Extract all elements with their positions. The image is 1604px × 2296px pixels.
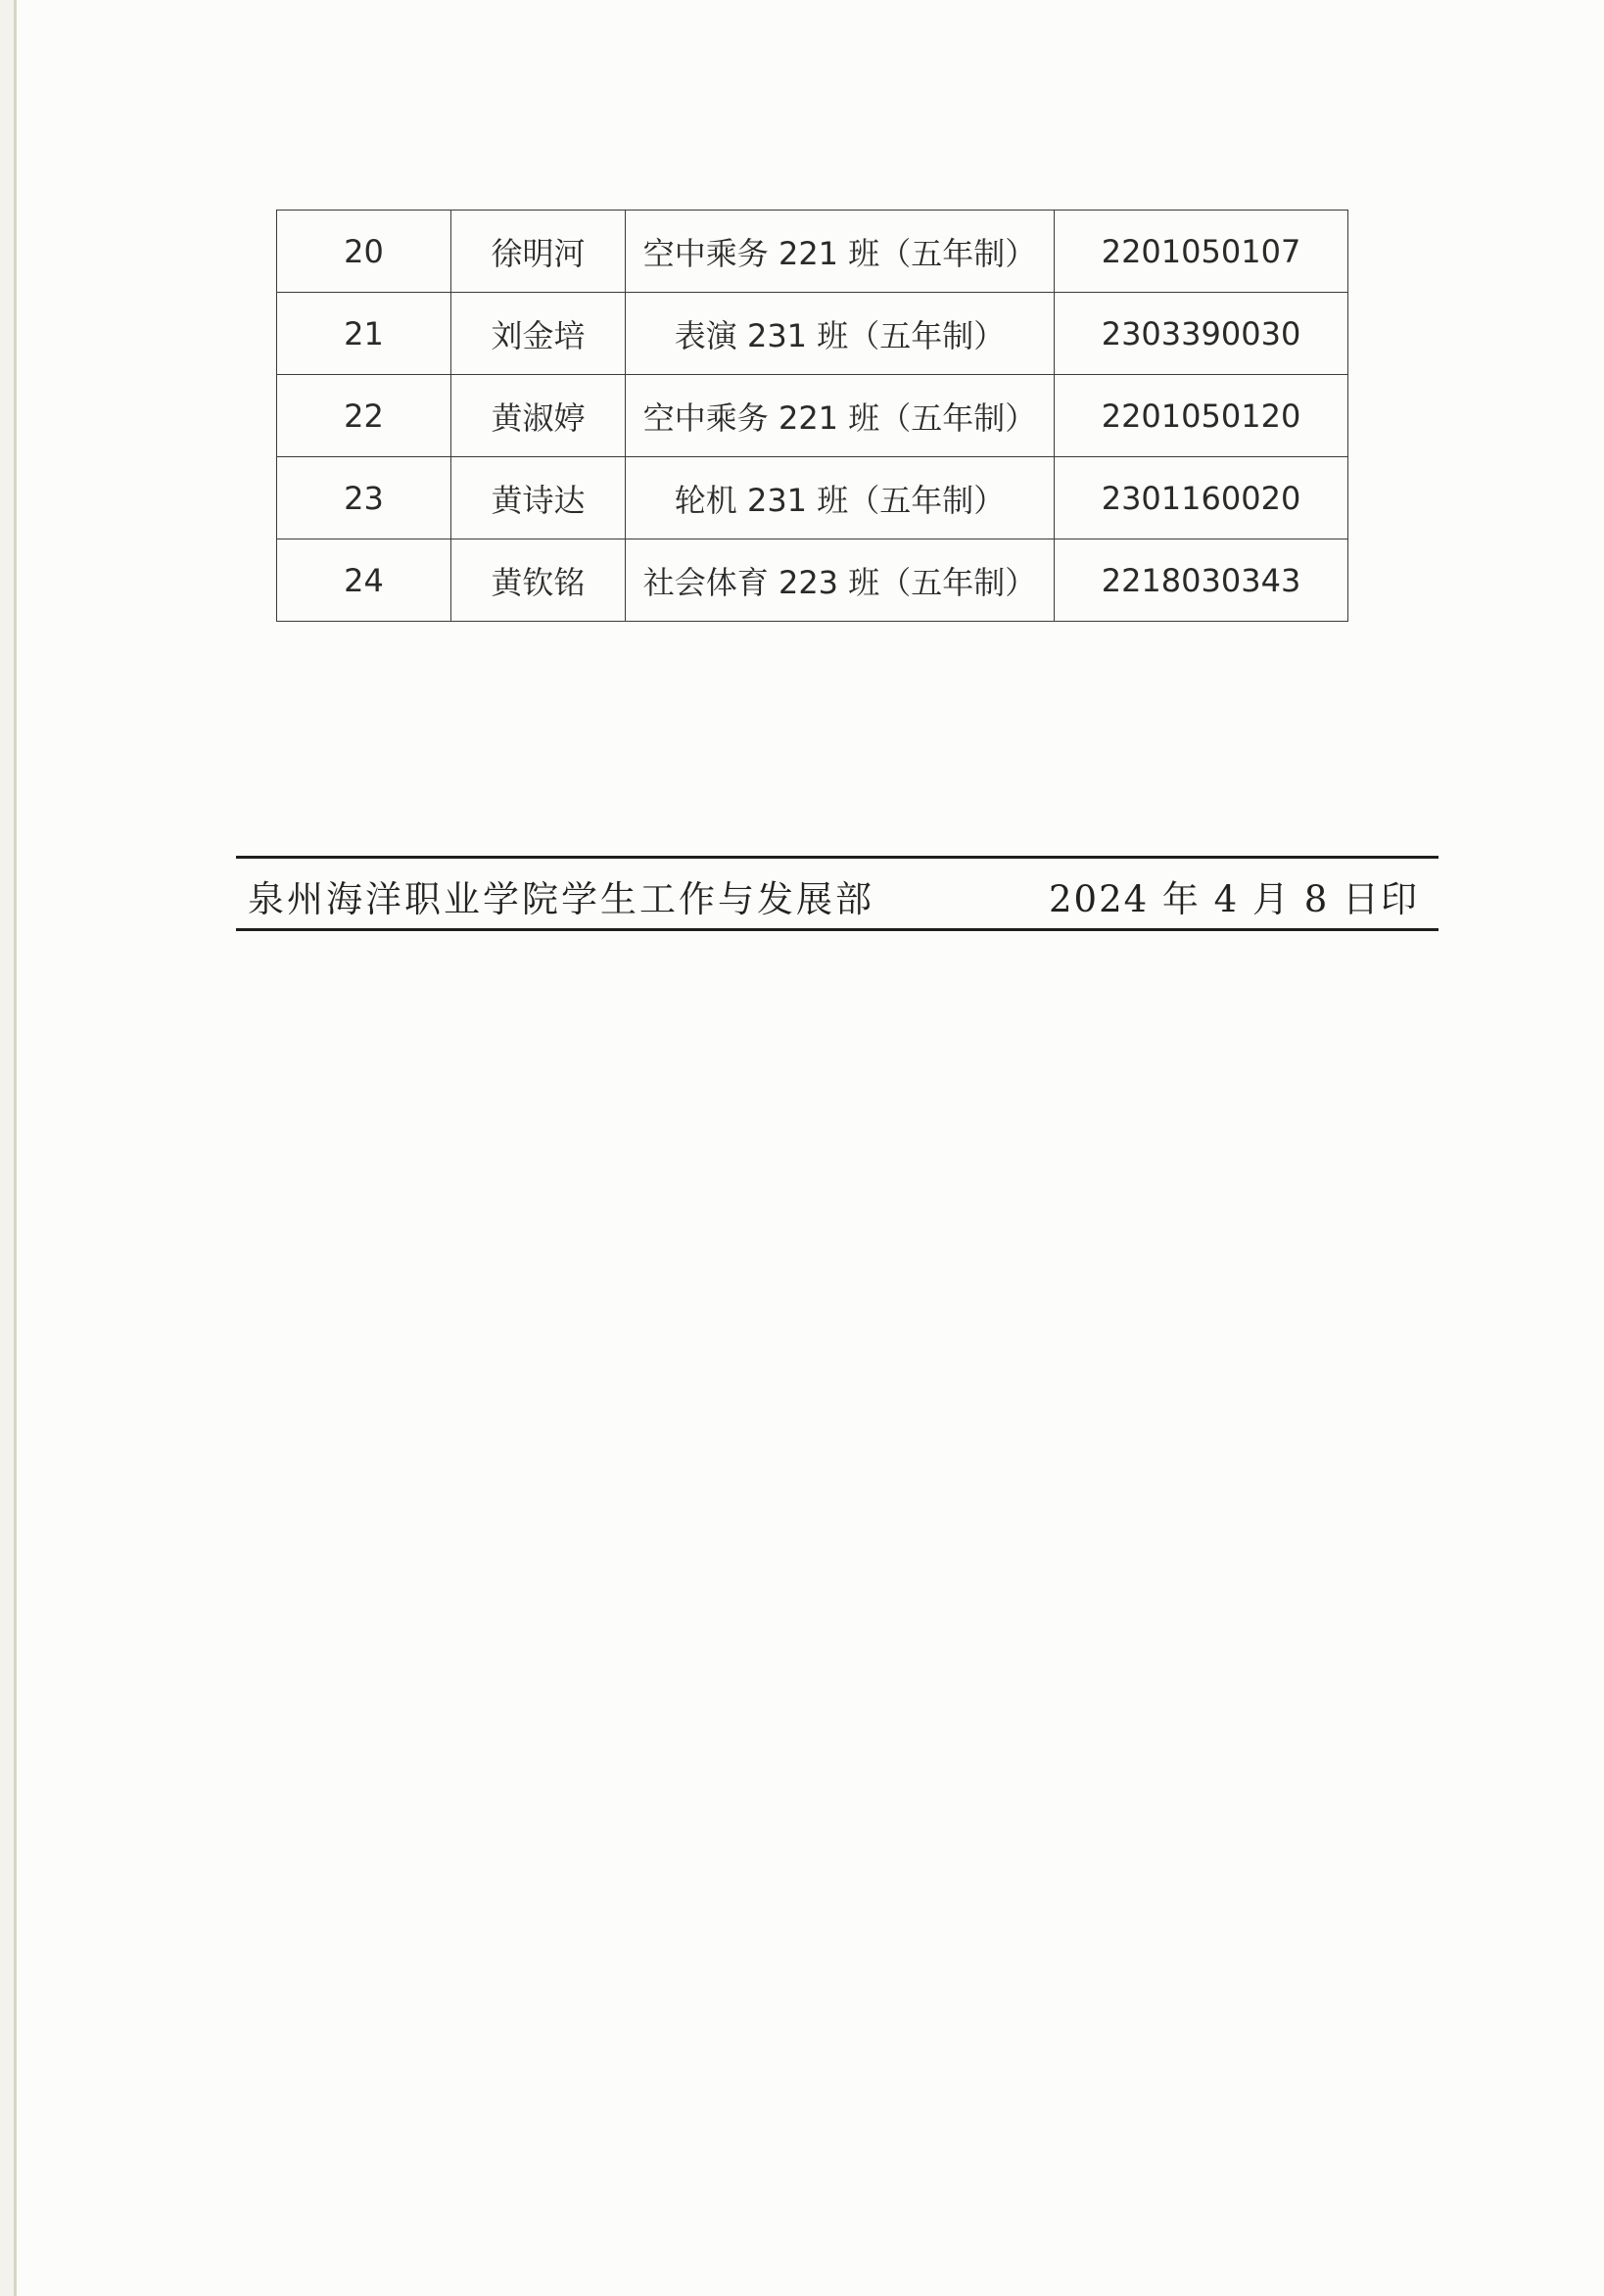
row-number: 20 <box>277 211 451 293</box>
class-name: 空中乘务 221 班（五年制） <box>626 211 1055 293</box>
student-id: 2201050107 <box>1055 211 1348 293</box>
document-page <box>14 0 1604 2296</box>
student-name: 黄淑婷 <box>451 375 626 457</box>
student-name: 刘金培 <box>451 293 626 375</box>
student-id: 2201050120 <box>1055 375 1348 457</box>
row-number: 22 <box>277 375 451 457</box>
row-number: 23 <box>277 457 451 539</box>
table-row <box>277 293 1348 375</box>
table-row <box>277 375 1348 457</box>
student-name: 徐明河 <box>451 211 626 293</box>
table-row <box>277 539 1348 622</box>
student-id: 2301160020 <box>1055 457 1348 539</box>
student-id: 2218030343 <box>1055 539 1348 622</box>
class-name: 空中乘务 221 班（五年制） <box>626 375 1055 457</box>
student-name: 黄诗达 <box>451 457 626 539</box>
issuing-organization: 泉州海洋职业学院学生工作与发展部 <box>248 878 874 920</box>
table-row <box>277 457 1348 539</box>
print-date: 2024 年 4 月 8 日印 <box>1049 878 1420 920</box>
row-number: 24 <box>277 539 451 622</box>
class-name: 表演 231 班（五年制） <box>626 293 1055 375</box>
student-list-table <box>276 210 1348 622</box>
class-name: 社会体育 223 班（五年制） <box>626 539 1055 622</box>
student-name: 黄钦铭 <box>451 539 626 622</box>
student-id: 2303390030 <box>1055 293 1348 375</box>
class-name: 轮机 231 班（五年制） <box>626 457 1055 539</box>
table-row <box>277 211 1348 293</box>
footer-top-rule <box>236 856 1439 859</box>
row-number: 21 <box>277 293 451 375</box>
footer-bottom-rule <box>236 928 1439 931</box>
